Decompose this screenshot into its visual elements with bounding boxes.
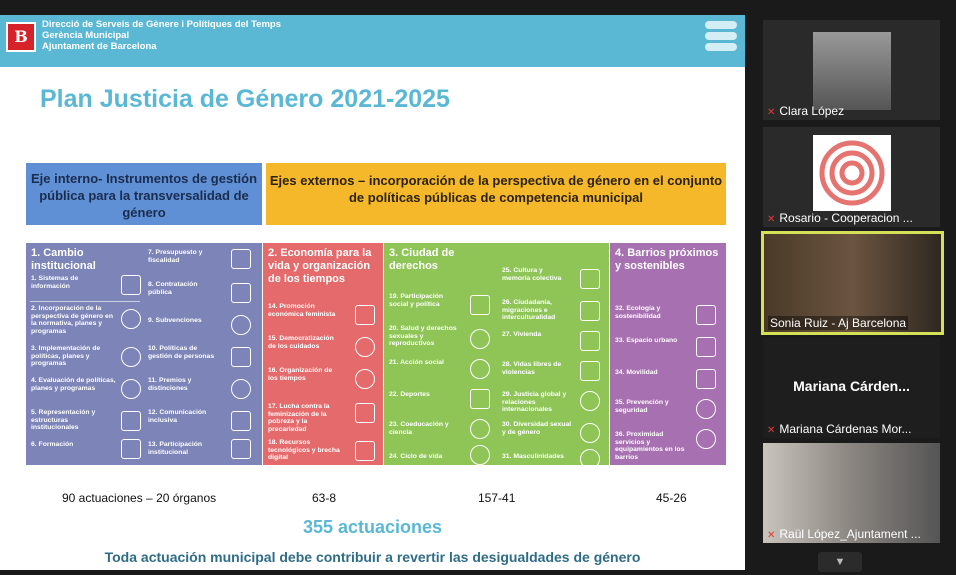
header-line-2: Gerència Municipal <box>42 30 130 41</box>
list-item: 8. Contratación pública <box>148 281 198 296</box>
list-item: 3. Implementación de políticas, planes y programas <box>31 345 101 367</box>
list-item: 2. Incorporación de la perspectiva de género en la normativa, planes y programas <box>31 305 113 335</box>
list-item: 32. Ecología y sostenibilidad <box>615 305 661 320</box>
list-item: 25. Cultura y memoria colectiva <box>502 267 562 282</box>
globe-icon <box>580 391 600 411</box>
chevron-down-icon: ▼ <box>834 556 846 568</box>
people-icon <box>231 347 251 367</box>
list-item: 14. Promoción económica feminista <box>268 303 336 318</box>
male-symbol-icon <box>580 449 600 465</box>
apple-icon <box>580 423 600 443</box>
transport-icon <box>696 369 716 389</box>
hand-icon <box>355 403 375 423</box>
participant-tile[interactable] <box>763 338 940 438</box>
list-item: 11. Premios y distinciones <box>148 377 192 392</box>
handshake-icon <box>355 305 375 325</box>
sports-icon <box>470 389 490 409</box>
participant-tile[interactable] <box>763 443 940 543</box>
column-neighbourhoods <box>610 243 726 465</box>
participant-name: ✕ Clara López <box>767 104 845 118</box>
gear-icon <box>121 347 141 367</box>
participation-icon <box>470 295 490 315</box>
list-item: 16. Organización de los tiempos <box>268 367 333 382</box>
stop-hand-icon <box>580 361 600 381</box>
mic-muted-icon: ✕ <box>767 530 776 541</box>
list-item: 35. Prevención y seguridad <box>615 399 669 414</box>
count-col4: 45-26 <box>656 491 687 505</box>
participant-tile[interactable] <box>763 20 940 120</box>
total-actions: 355 actuaciones <box>302 517 443 537</box>
list-item: 19. Participación social y política <box>389 293 444 308</box>
count-col3: 157-41 <box>478 491 516 505</box>
mic-muted-icon: ✕ <box>767 425 776 436</box>
participant-tile-active[interactable] <box>761 231 944 335</box>
list-item: 24. Ciclo de vida <box>389 453 443 460</box>
column-economy <box>263 243 383 465</box>
header-line-1: Direcció de Serveis de Gènere i Polítiques del Temps <box>42 19 281 30</box>
list-item: 23. Coeducación y ciencia <box>389 421 449 436</box>
subsidy-icon <box>231 315 251 335</box>
list-item: 13. Participación institucional <box>148 441 203 456</box>
list-item: 15. Democratización de los cuidados <box>268 335 334 350</box>
list-item: 7. Presupuesto y fiscalidad <box>148 249 203 264</box>
list-item: 21. Acción social <box>389 359 444 366</box>
barcelona-logo-icon: B <box>6 22 36 52</box>
count-col1: 90 actuaciones – 20 órganos <box>62 491 217 505</box>
divider <box>30 301 140 302</box>
list-item: 12. Comunicación inclusiva <box>148 409 207 424</box>
list-item: 27. Vivienda <box>502 331 542 338</box>
mic-muted-icon: ✕ <box>767 214 776 225</box>
column-title: 3. Ciudad de derechos <box>389 247 455 272</box>
clock-icon <box>355 369 375 389</box>
column-title: 2. Economía para la vida y organización de los tiempos <box>268 247 372 285</box>
slide-title: Plan Justicia de Género 2021-2025 <box>40 85 450 113</box>
list-item: 17. Lucha contra la feminización de la pobreza y la precariedad <box>268 403 330 433</box>
list-item: 22. Deportes <box>389 391 430 398</box>
column-institutional-change <box>26 243 262 465</box>
list-item: 18. Recursos tecnológicos y brecha digital <box>268 439 340 461</box>
slogan: Toda actuación municipal debe contribuir a revertir las desigualdades de género <box>104 549 641 565</box>
list-item: 33. Espacio urbano <box>615 337 678 344</box>
list-item: 20. Salud y derechos sexuales y reproductivos <box>389 325 457 347</box>
refresh-icon <box>121 379 141 399</box>
urban-space-icon <box>696 337 716 357</box>
column-rights-city <box>384 243 609 465</box>
list-item: 29. Justicia global y relaciones internacionales <box>502 391 567 413</box>
internal-axis-box: Eje interno- Instrumentos de gestión pública para la transversalidad de género <box>26 163 262 225</box>
scroll-down-button[interactable] <box>818 552 862 572</box>
care-icon <box>355 337 375 357</box>
list-item: 34. Movilidad <box>615 369 658 376</box>
mic-muted-icon: ✕ <box>767 107 776 118</box>
services-icon <box>696 429 716 449</box>
list-item: 26. Ciudadanía, migraciones e interculturalidad <box>502 299 556 321</box>
cycle-icon <box>121 309 141 329</box>
list-item: 9. Subvenciones <box>148 317 202 324</box>
header-line-3: Ajuntament de Barcelona <box>42 41 157 52</box>
participant-name: ✕ Rosario - Cooperacion ... <box>767 211 913 225</box>
list-item: 6. Formación <box>31 441 74 448</box>
list-item: 30. Diversidad sexual y de género <box>502 421 572 436</box>
participant-initial-name: Mariana Cárden... <box>793 378 910 394</box>
building-icon <box>580 331 600 351</box>
participant-tile[interactable] <box>763 127 940 227</box>
column-title: 1. Cambio institucional <box>31 247 96 272</box>
lifecycle-icon <box>470 445 490 465</box>
people-icon <box>580 301 600 321</box>
external-axes-box: Ejes externos – incorporación de la perspectiva de género en el conjunto de políticas públicas de competencia municipal <box>266 163 726 225</box>
list-item: 4. Evaluación de políticas, planes y programas <box>31 377 116 392</box>
health-icon <box>470 329 490 349</box>
alarm-icon <box>696 399 716 419</box>
list-item: 31. Masculinidades <box>502 453 564 460</box>
puzzle-icon <box>121 411 141 431</box>
list-item: 28. Vidas libres de violencias <box>502 361 562 376</box>
masks-icon <box>580 269 600 289</box>
participant-name: Sonia Ruiz - Aj Barcelona <box>770 316 907 330</box>
social-icon <box>470 359 490 379</box>
shared-slide <box>0 15 745 570</box>
count-col2: 63-8 <box>312 491 337 505</box>
target-logo-icon <box>813 135 891 211</box>
menu-icon <box>705 21 737 54</box>
budget-icon <box>231 249 251 269</box>
list-item: 1. Sistemas de información <box>31 275 79 290</box>
avatar <box>813 135 891 211</box>
chart-icon <box>121 275 141 295</box>
participant-name: ✕ Raül López_Ajuntament ... <box>767 527 921 541</box>
avatar <box>813 32 891 110</box>
column-title: 4. Barrios próximos y sostenibles <box>615 247 719 272</box>
monitor-icon <box>355 441 375 461</box>
trees-icon <box>696 305 716 325</box>
participation-icon <box>231 439 251 459</box>
participant-name: ✕ Mariana Cárdenas Mor... <box>767 422 912 436</box>
science-icon <box>470 419 490 439</box>
list-item: 10. Políticas de gestión de personas <box>148 345 215 360</box>
award-icon <box>231 379 251 399</box>
slide-header <box>0 15 745 67</box>
header-text <box>42 19 281 52</box>
contract-icon <box>231 283 251 303</box>
megaphone-icon <box>231 411 251 431</box>
list-item: 5. Representación y estructuras institucionales <box>31 409 96 431</box>
list-item: 36. Proximidad servicios y equipamientos en los barrios <box>615 431 685 461</box>
document-icon <box>121 439 141 459</box>
